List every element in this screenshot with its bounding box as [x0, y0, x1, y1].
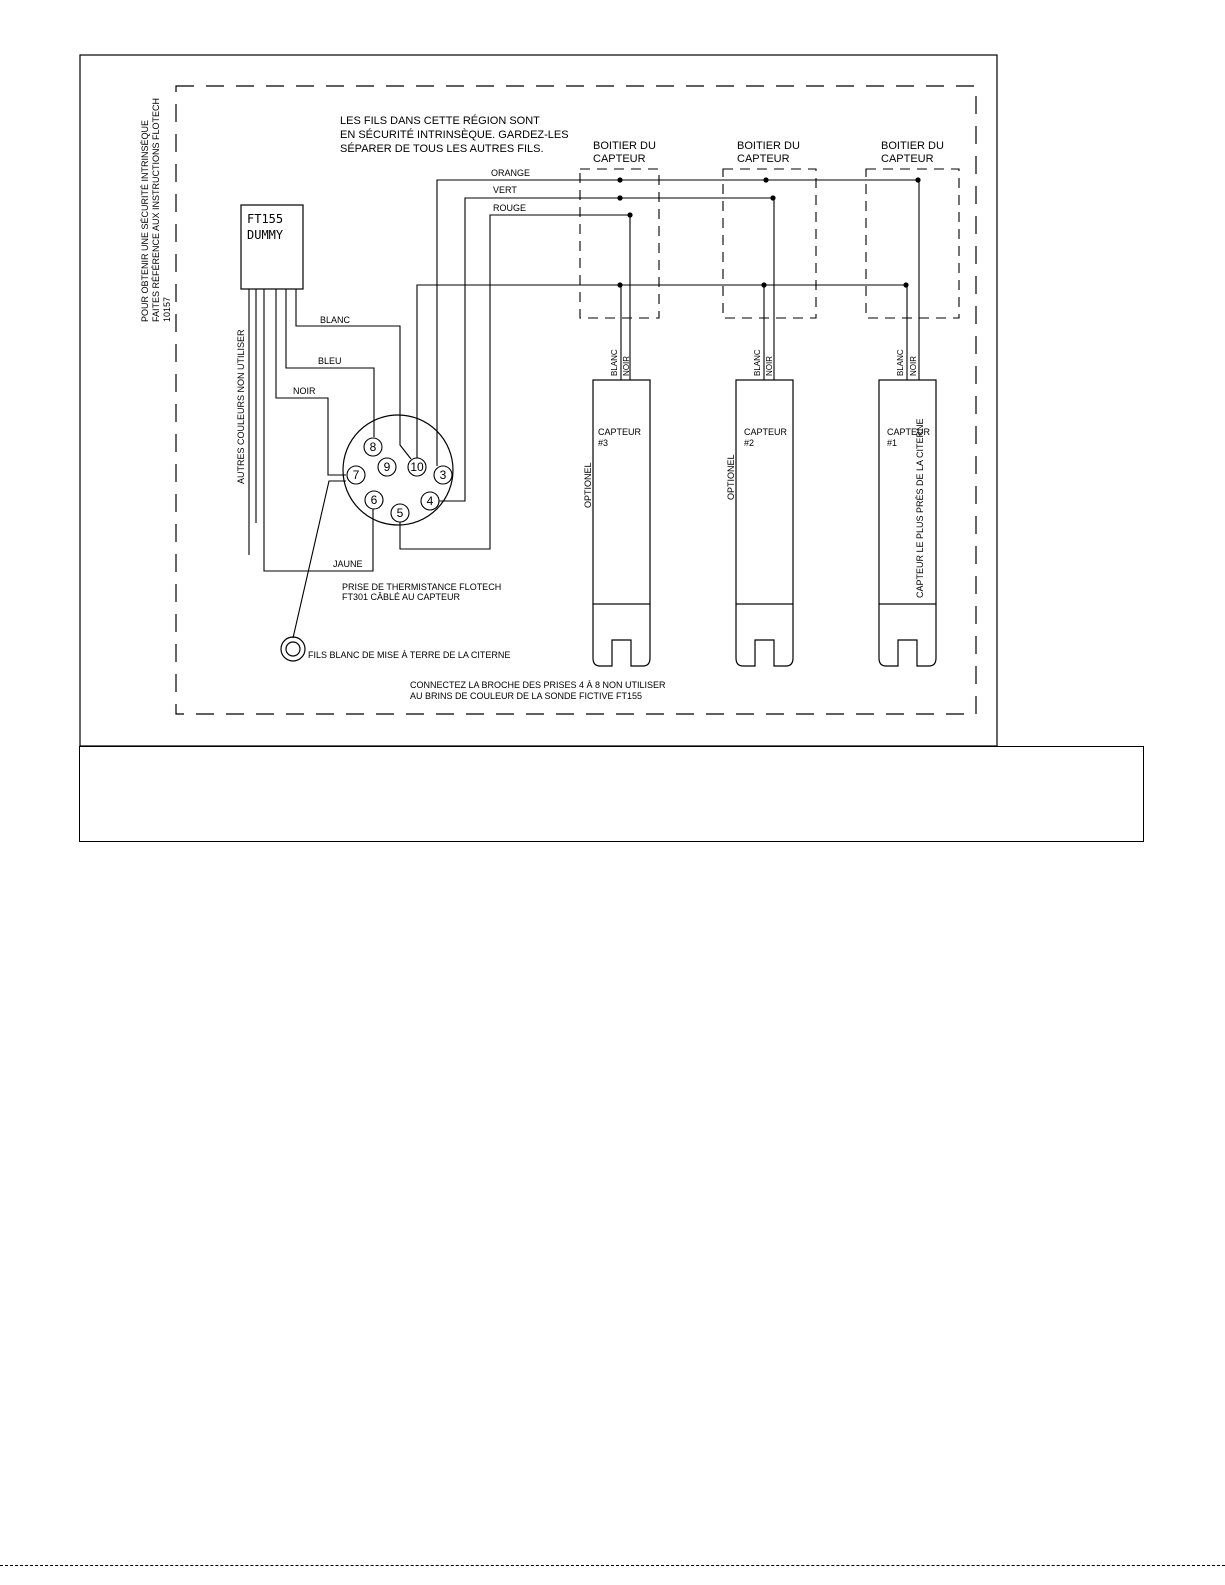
wire-label-bleu: BLEU: [318, 356, 342, 366]
wire-label-blanc: BLANC: [320, 315, 351, 325]
sensor-3-label: CAPTEUR: [598, 427, 642, 437]
sensor-2-probe: [736, 380, 793, 666]
sensor-2-wire-blanc: BLANC: [753, 349, 762, 376]
enclosure-2-label-1: BOITIER DU: [737, 140, 800, 152]
enclosure-3-label-1: BOITIER DU: [881, 140, 944, 152]
sensor-2-wire-noir: NOIR: [765, 356, 774, 376]
footer-rule: [0, 1565, 1225, 1566]
caption-box: [79, 746, 1144, 842]
connect-pins-note: [410, 680, 666, 701]
enclosure-2: [723, 169, 816, 318]
thermistor-line-2: FT301 CÂBLÉ AU CAPTEUR: [342, 592, 461, 602]
junction-dots: [617, 177, 920, 287]
sensor-1-probe: [879, 380, 936, 666]
bus-wire-labels: [491, 168, 530, 213]
sensor-2-optional-note: OPTIONEL: [726, 454, 736, 500]
safety-line-1: LES FILS DANS CETTE RÉGION SONT: [340, 115, 540, 127]
sensor-enclosures: [580, 169, 959, 318]
sensor-labels: [583, 418, 931, 598]
dummy-probe-label-1: FT155: [247, 212, 284, 226]
sensor-3-probe: [593, 380, 650, 666]
enclosure-1-label-2: CAPTEUR: [593, 153, 646, 165]
wire-label-vert: VERT: [493, 185, 517, 195]
instructions-side-note: [140, 98, 172, 322]
safety-region-note: [340, 114, 569, 155]
pin-10: 10: [410, 460, 424, 474]
dummy-probe-label-2: DUMMY: [247, 228, 284, 242]
pin-9: 9: [383, 460, 391, 474]
sensor-3-optional-note: OPTIONEL: [583, 462, 593, 508]
dummy-probe-wires: [249, 289, 411, 571]
pin-5: 5: [396, 506, 404, 520]
enclosure-3: [866, 169, 959, 318]
wire-label-jaune: JAUNE: [333, 559, 363, 569]
enclosure-2-label-2: CAPTEUR: [737, 153, 790, 165]
wire-label-orange: ORANGE: [491, 168, 531, 178]
ground-terminal-inner: [286, 642, 300, 656]
sensor-1-closest-note: CAPTEUR LE PLUS PRÈS DE LA CITERNE: [915, 418, 925, 598]
ground-terminal-outer: [281, 637, 305, 661]
sensor-1-wire-noir: NOIR: [909, 356, 918, 376]
enclosure-1-label-1: BOITIER DU: [593, 140, 656, 152]
ground-wire-note: FILS BLANC DE MISE À TERRE DE LA CITERNE: [308, 650, 511, 660]
sensor-2-number: #2: [744, 438, 755, 448]
enclosure-labels: [593, 140, 944, 165]
sensor-1-wire-blanc: BLANC: [896, 349, 905, 376]
pin-6: 6: [370, 493, 378, 507]
safety-line-3: SÉPARER DE TOUS LES AUTRES FILS.: [340, 143, 544, 155]
instructions-line-3: 10157: [162, 296, 172, 322]
sensor-3-number: #3: [598, 438, 609, 448]
instructions-line-2: FAITES RÉFÉRENCE AUX INSTRUCTIONS FLOTECH: [151, 97, 161, 322]
pin-4: 4: [426, 494, 434, 508]
safety-line-2: EN SÉCURITÉ INTRINSÈQUE. GARDEZ-LES: [340, 129, 569, 141]
connect-line-1: CONNECTEZ LA BROCHE DES PRISES 4 À 8 NON UTILISER: [410, 680, 666, 690]
sensor-3-wire-blanc: BLANC: [610, 349, 619, 376]
sensor-1-label: CAPTEUR: [887, 427, 931, 437]
unused-colors-note: AUTRES COULEURS NON UTILISER: [236, 329, 246, 484]
instructions-line-1: POUR OBTENIR UNE SÉCURITÉ INTRINSÈQUE: [140, 119, 150, 322]
sensor-drop-wires: [621, 180, 919, 380]
enclosure-1: [580, 169, 659, 318]
enclosure-3-label-2: CAPTEUR: [881, 153, 934, 165]
pin-3: 3: [439, 468, 447, 482]
sensor-2-label: CAPTEUR: [744, 427, 788, 437]
sensor-1-number: #1: [887, 438, 898, 448]
sensor-3-wire-noir: NOIR: [622, 356, 631, 376]
wire-label-noir: NOIR: [293, 386, 316, 396]
sensor-probes: [593, 380, 936, 666]
pin-8: 8: [369, 440, 377, 454]
connect-line-2: AU BRINS DE COULEUR DE LA SONDE FICTIVE FT155: [410, 691, 643, 701]
thermistor-plug-note: [342, 582, 501, 602]
wire-label-rouge: ROUGE: [493, 203, 527, 213]
thermistor-line-1: PRISE DE THERMISTANCE FLOTECH: [342, 582, 502, 592]
pin-7: 7: [352, 468, 360, 482]
diagram-frame: [80, 55, 997, 746]
